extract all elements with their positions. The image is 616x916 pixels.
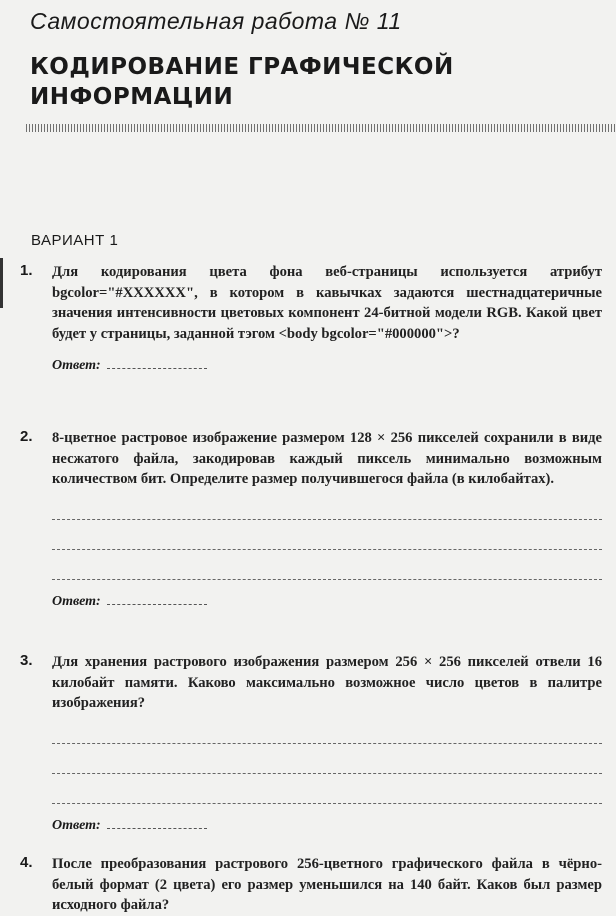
task-number: 2. [20, 428, 33, 445]
solution-line[interactable] [52, 520, 602, 550]
task-number: 1. [20, 262, 33, 279]
solution-line[interactable] [52, 490, 602, 520]
margin-mark [0, 258, 3, 308]
task-number: 3. [20, 652, 33, 669]
answer-row [52, 592, 602, 610]
solution-line[interactable] [52, 774, 602, 804]
answer-label: Ответ: [52, 593, 101, 609]
task-text: После преобразования растрового 256-цветного графического файла в чёрно-белый формат (2 цвета) его размер уменьшился на 140 байт. Каков был размер исходного файла? [52, 856, 602, 913]
task-3 [20, 652, 602, 834]
solution-line[interactable] [52, 744, 602, 774]
answer-label: Ответ: [52, 817, 101, 833]
task-text: Для кодирования цвета фона веб-страницы используется атрибут bgcolor="#XXXXXX", в котором в кавычках задаются шестнадцатеричные значения интенсивности цветовых компонент 24-битной модели RGB. Какой цвет будет у страницы, заданной тэгом <body bgcolor="#000000">? [52, 264, 602, 342]
hatched-divider [26, 124, 616, 132]
solution-line[interactable] [52, 550, 602, 580]
task-number: 4. [20, 854, 33, 871]
page-title [30, 52, 454, 112]
answer-row [52, 356, 602, 374]
answer-input-line[interactable] [107, 592, 207, 605]
answer-label: Ответ: [52, 358, 101, 373]
title-line-2: ИНФОРМАЦИИ [30, 84, 234, 110]
task-4 [20, 854, 602, 916]
task-1 [20, 262, 602, 374]
task-text: Для хранения растрового изображения размером 256 × 256 пикселей отвели 16 килобайт памяти. Каково максимально возможное число цветов в палитре изображения? [52, 654, 602, 711]
variant-label: ВАРИАНТ 1 [31, 232, 119, 249]
task-text: 8-цветное растровое изображение размером 128 × 256 пикселей сохранили в виде несжатого файла, закодировав каждый пиксель минимально возможным количеством бит. Определите размер получившегося файла (в килобайтах). [52, 430, 602, 487]
title-line-1: КОДИРОВАНИЕ ГРАФИЧЕСКОЙ [30, 54, 454, 80]
task-2 [20, 428, 602, 610]
work-subtitle: Самостоятельная работа № 11 [30, 8, 402, 34]
answer-row [52, 816, 602, 834]
answer-input-line[interactable] [107, 816, 207, 829]
answer-input-line[interactable] [107, 356, 207, 369]
solution-line[interactable] [52, 714, 602, 744]
